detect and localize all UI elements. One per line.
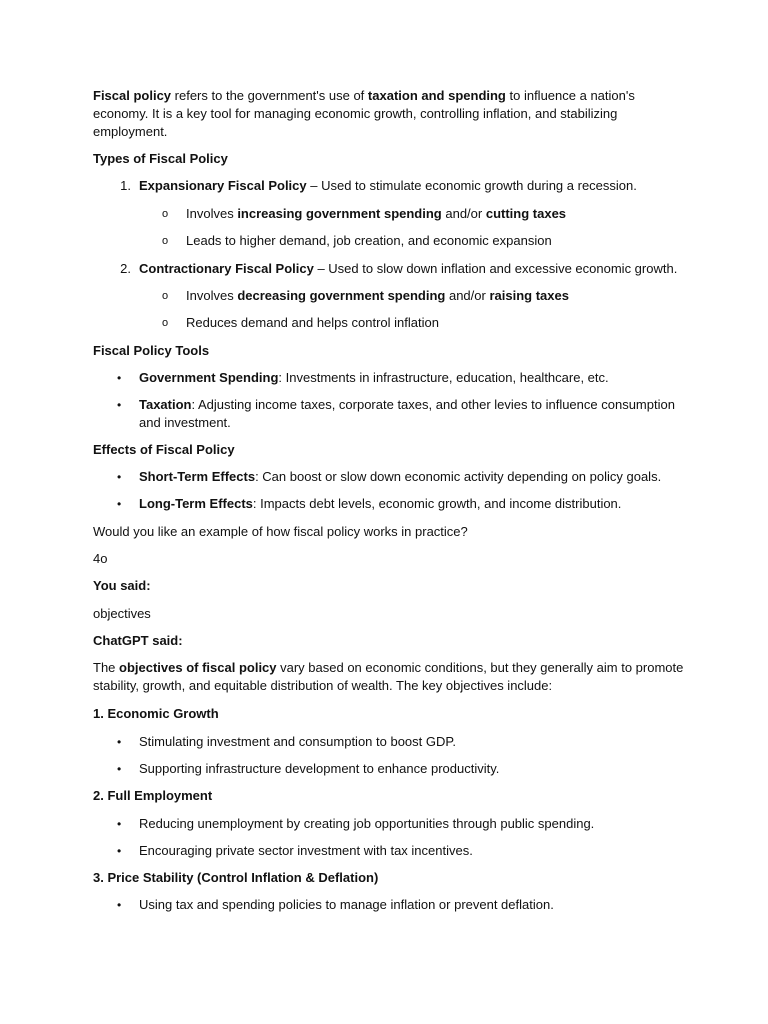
user-message: objectives [93, 606, 151, 621]
list-number: 2. [120, 261, 131, 276]
list-item: Expansionary Fiscal Policy – Used to stimulate economic growth during a recession. [139, 178, 637, 193]
list-item: Reducing unemployment by creating job opportunities through public spending. [139, 816, 595, 831]
objective-heading: 1. Economic Growth [93, 706, 219, 721]
bullet-icon: • [117, 762, 122, 776]
circle-bullet-icon: o [162, 290, 169, 302]
tools-heading: Fiscal Policy Tools [93, 343, 210, 358]
bullet-icon: • [117, 735, 122, 749]
list-item: Supporting infrastructure development to enhance productivity. [139, 761, 500, 776]
chatgpt-said-label: ChatGPT said: [93, 633, 183, 648]
objectives-intro: The objectives of fiscal policy vary based on economic conditions, but they generally aim to promote stability, growth, and equitable distribution of wealth. The key objectives include: [93, 660, 684, 693]
sub-list-item: Leads to higher demand, job creation, and economic expansion [186, 233, 552, 248]
circle-bullet-icon: o [162, 208, 169, 220]
list-item: Government Spending: Investments in infrastructure, education, healthcare, etc. [139, 370, 609, 385]
list-item: Using tax and spending policies to manage inflation or prevent deflation. [139, 897, 554, 912]
bullet-icon: • [117, 844, 122, 858]
bullet-icon: • [117, 898, 122, 912]
sub-list-item: Involves increasing government spending and/or cutting taxes [186, 206, 567, 221]
bullet-icon: • [117, 497, 122, 511]
model-label: 4o [93, 551, 108, 566]
bullet-icon: • [117, 470, 122, 484]
list-item: Taxation: Adjusting income taxes, corporate taxes, and other levies to influence consumption and investment. [139, 397, 675, 430]
list-number: 1. [120, 178, 131, 193]
list-item: Encouraging private sector investment with tax incentives. [139, 843, 473, 858]
intro-paragraph: Fiscal policy refers to the government's use of taxation and spending to influence a nation's economy. It is a key tool for managing economic growth, controlling inflation, and stabilizing employment. [93, 88, 635, 139]
follow-up-question: Would you like an example of how fiscal policy works in practice? [93, 524, 468, 539]
circle-bullet-icon: o [162, 235, 169, 247]
objective-heading: 3. Price Stability (Control Inflation & Deflation) [93, 870, 379, 885]
list-item: Stimulating investment and consumption to boost GDP. [139, 734, 456, 749]
objective-heading: 2. Full Employment [93, 788, 213, 803]
bullet-icon: • [117, 817, 122, 831]
list-item: Short-Term Effects: Can boost or slow down economic activity depending on policy goals. [139, 469, 662, 484]
bullet-icon: • [117, 371, 122, 385]
sub-list-item: Involves decreasing government spending and/or raising taxes [186, 288, 569, 303]
list-item: Contractionary Fiscal Policy – Used to slow down inflation and excessive economic growth. [139, 261, 678, 276]
bullet-icon: • [117, 398, 122, 412]
list-item: Long-Term Effects: Impacts debt levels, economic growth, and income distribution. [139, 496, 622, 511]
types-heading: Types of Fiscal Policy [93, 151, 228, 166]
sub-list-item: Reduces demand and helps control inflation [186, 315, 439, 330]
circle-bullet-icon: o [162, 317, 169, 329]
effects-heading: Effects of Fiscal Policy [93, 442, 235, 457]
you-said-label: You said: [93, 578, 151, 593]
